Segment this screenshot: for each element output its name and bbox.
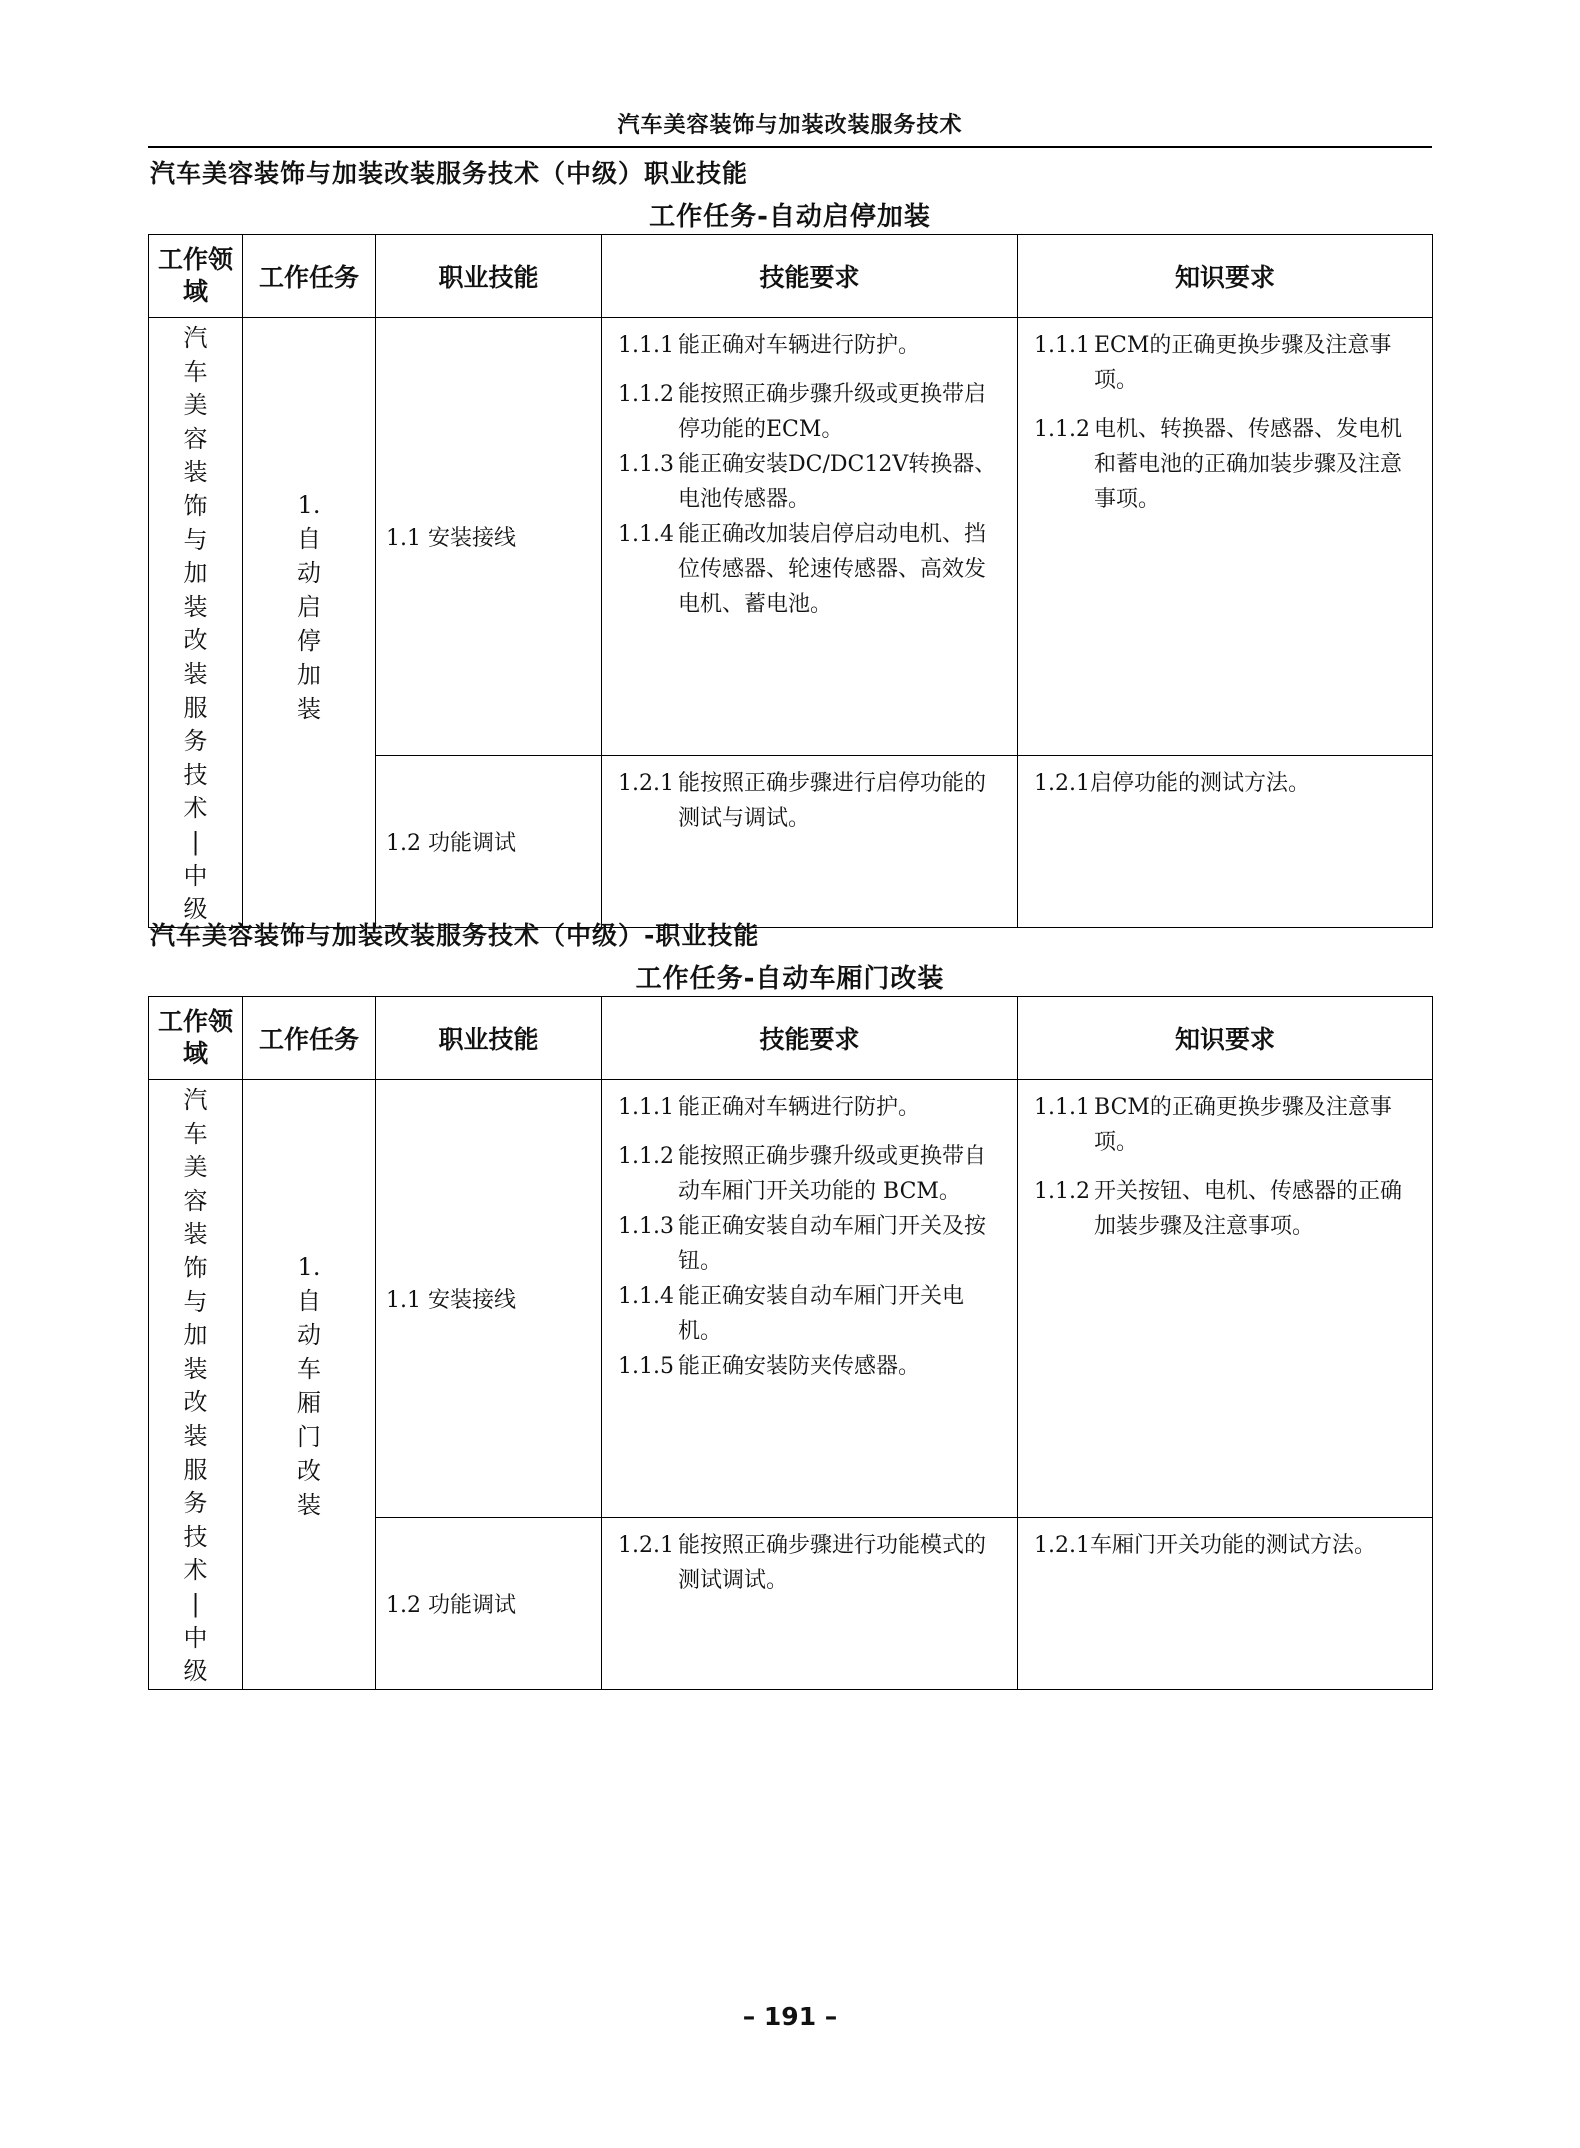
vertical-char: 中 [183,1623,208,1652]
table-row [149,1080,1433,1518]
item-text: 能正确安装自动车厢门开关及按钮。 [678,1214,987,1274]
item-text: ECM的正确更换步骤及注意事项。 [1094,333,1392,393]
task-title: 工作任务-自动启停加装 [649,202,931,232]
vertical-char: | [191,1589,200,1618]
item-number: 1.1.4 [618,522,674,547]
vertical-char: 与 [183,525,208,554]
work-area-cell [149,1080,243,1690]
item-text: 能按照正确步骤升级或更换带启停功能的ECM。 [678,382,987,442]
vertical-text [244,1250,374,1522]
vertical-char: 服 [183,693,208,722]
vertical-char: 装 [183,1220,208,1249]
list-item [1034,1090,1422,1160]
list-item [618,1090,1007,1125]
vertical-char: 美 [183,1153,208,1182]
vertical-char: 装 [183,1354,208,1383]
header-skill-req: 技能要求 [602,997,1018,1080]
item-number: 1.1.5 [618,1354,674,1379]
table-row [149,318,1433,756]
item-number: 1.1.1 [1034,1095,1090,1120]
item-number: 1.2.1 [618,771,674,797]
list-item [618,377,1007,447]
list-item [618,1139,1007,1209]
vertical-char: 加 [183,1321,208,1350]
vertical-char: 改 [183,1388,208,1417]
vertical-char: 中 [183,861,208,890]
vertical-char: 加 [297,661,321,689]
vertical-char: 美 [183,391,208,420]
vertical-char: 术 [183,794,208,823]
header-task: 工作任务 [243,997,376,1080]
vertical-char: 与 [183,1287,208,1316]
list-item [618,1279,1007,1349]
skill-table [148,996,1433,1690]
list-item [1034,1528,1422,1563]
vertical-char: 装 [183,1421,208,1450]
item-number: 1.2.1 [1034,1533,1090,1559]
list-item [618,517,1007,622]
work-task-cell [243,1080,376,1690]
item-number: 1.1.2 [618,1144,674,1169]
item-text: 能正确安装防夹传感器。 [678,1354,921,1379]
header-knowledge-req: 知识要求 [1018,235,1433,318]
list-item [1034,412,1422,517]
vertical-text [149,322,242,927]
skill-req-cell [602,1518,1018,1689]
vertical-char: 门 [297,1423,321,1451]
vertical-char: | [191,827,200,856]
vertical-char: 1. [297,491,321,519]
vertical-char: 饰 [183,491,208,520]
item-text: 能按照正确步骤升级或更换带自动车厢门开关功能的 BCM。 [678,1144,987,1204]
item-number: 1.1.1 [1034,333,1090,358]
item-text: 启停功能的测试方法。 [1089,771,1310,797]
skill-cell: 1.2 功能调试 [376,756,602,927]
item-number: 1.1.3 [618,452,674,477]
vertical-char: 装 [297,1491,321,1519]
vertical-char: 启 [297,593,321,621]
skill-cell: 1.2 功能调试 [376,1518,602,1689]
header-task: 工作任务 [243,235,376,318]
header-skill: 职业技能 [376,235,602,318]
item-number: 1.1.4 [618,1284,674,1309]
vertical-char: 汽 [183,1086,208,1114]
vertical-char: 技 [183,760,208,789]
vertical-char: 1. [297,1253,321,1281]
item-number: 1.1.1 [618,333,674,358]
vertical-char: 术 [183,1556,208,1585]
list-item [618,1528,1007,1598]
item-text: 能正确对车辆进行防护。 [678,1095,921,1120]
page-number: – 191 – [742,2002,838,2031]
item-text: 能正确改加装启停启动电机、挡位传感器、轮速传感器、高效发电机、蓄电池。 [678,522,987,617]
vertical-char: 动 [297,1321,321,1349]
item-text: 开关按钮、电机、传感器的正确加装步骤及注意事项。 [1094,1179,1403,1239]
header-rule [148,146,1432,148]
vertical-char: 车 [183,357,208,386]
work-area-cell [149,318,243,928]
list-item [1034,328,1422,398]
section-title: 汽车美容装饰与加装改装服务技术（中级）职业技能 [150,159,749,188]
work-task-cell [243,318,376,928]
skill-cell: 1.1 安装接线 [376,1080,602,1518]
knowledge-req-cell [1018,318,1433,756]
vertical-text [244,488,374,726]
item-text: 能正确对车辆进行防护。 [678,333,921,358]
list-item [618,1209,1007,1279]
item-number: 1.1.1 [618,1095,674,1120]
vertical-char: 装 [297,695,321,723]
list-item [1034,766,1422,801]
list-item [1034,1174,1422,1244]
skill-table [148,234,1433,928]
header-area: 工作领域 [149,997,243,1080]
item-text: BCM的正确更换步骤及注意事项。 [1094,1095,1392,1155]
vertical-char: 装 [183,592,208,621]
vertical-char: 容 [183,424,208,453]
list-item [618,766,1007,836]
vertical-char: 容 [183,1186,208,1215]
item-number: 1.1.2 [1034,417,1090,442]
vertical-char: 动 [297,559,321,587]
item-text: 能正确安装DC/DC12V转换器、电池传感器。 [678,452,997,512]
vertical-char: 停 [297,627,321,655]
item-text: 能按照正确步骤进行功能模式的测试调试。 [678,1533,987,1594]
vertical-char: 车 [297,1355,321,1383]
skill-cell: 1.1 安装接线 [376,318,602,756]
skill-req-cell [602,318,1018,756]
skill-req-cell [602,756,1018,927]
vertical-char: 自 [297,1287,321,1315]
vertical-char: 厢 [297,1389,321,1417]
item-text: 能按照正确步骤进行启停功能的测试与调试。 [678,771,987,832]
knowledge-req-cell [1018,756,1433,927]
skill-req-cell [602,1080,1018,1518]
item-number: 1.1.2 [1034,1179,1090,1204]
header-knowledge-req: 知识要求 [1018,997,1433,1080]
item-number: 1.1.2 [618,382,674,407]
vertical-char: 汽 [183,324,208,352]
header-skill-req: 技能要求 [602,235,1018,318]
vertical-char: 加 [183,559,208,588]
knowledge-req-cell [1018,1080,1433,1518]
vertical-char: 务 [183,1489,208,1518]
header-area: 工作领域 [149,235,243,318]
vertical-char: 改 [183,626,208,655]
item-text: 能正确安装自动车厢门开关电机。 [678,1284,965,1344]
knowledge-req-cell [1018,1518,1433,1689]
vertical-text [149,1084,242,1689]
vertical-char: 技 [183,1522,208,1551]
vertical-char: 改 [297,1457,321,1485]
item-text: 车厢门开关功能的测试方法。 [1089,1533,1376,1559]
vertical-char: 务 [183,727,208,756]
vertical-char: 装 [183,458,208,487]
running-head: 汽车美容装饰与加装改装服务技术 [617,113,963,138]
vertical-char: 级 [183,1657,208,1686]
vertical-char: 自 [297,525,321,553]
list-item [618,1349,1007,1384]
item-text: 电机、转换器、传感器、发电机和蓄电池的正确加装步骤及注意事项。 [1094,417,1403,512]
item-number: 1.2.1 [1034,771,1090,797]
vertical-char: 车 [183,1119,208,1148]
list-item [618,328,1007,363]
item-number: 1.1.3 [618,1214,674,1239]
list-item [618,447,1007,517]
vertical-char: 装 [183,659,208,688]
header-skill: 职业技能 [376,997,602,1080]
task-title: 工作任务-自动车厢门改装 [635,964,945,994]
vertical-char: 服 [183,1455,208,1484]
section-title: 汽车美容装饰与加装改装服务技术（中级）-职业技能 [150,921,760,950]
vertical-char: 级 [183,895,208,924]
vertical-char: 饰 [183,1253,208,1282]
item-number: 1.2.1 [618,1533,674,1559]
